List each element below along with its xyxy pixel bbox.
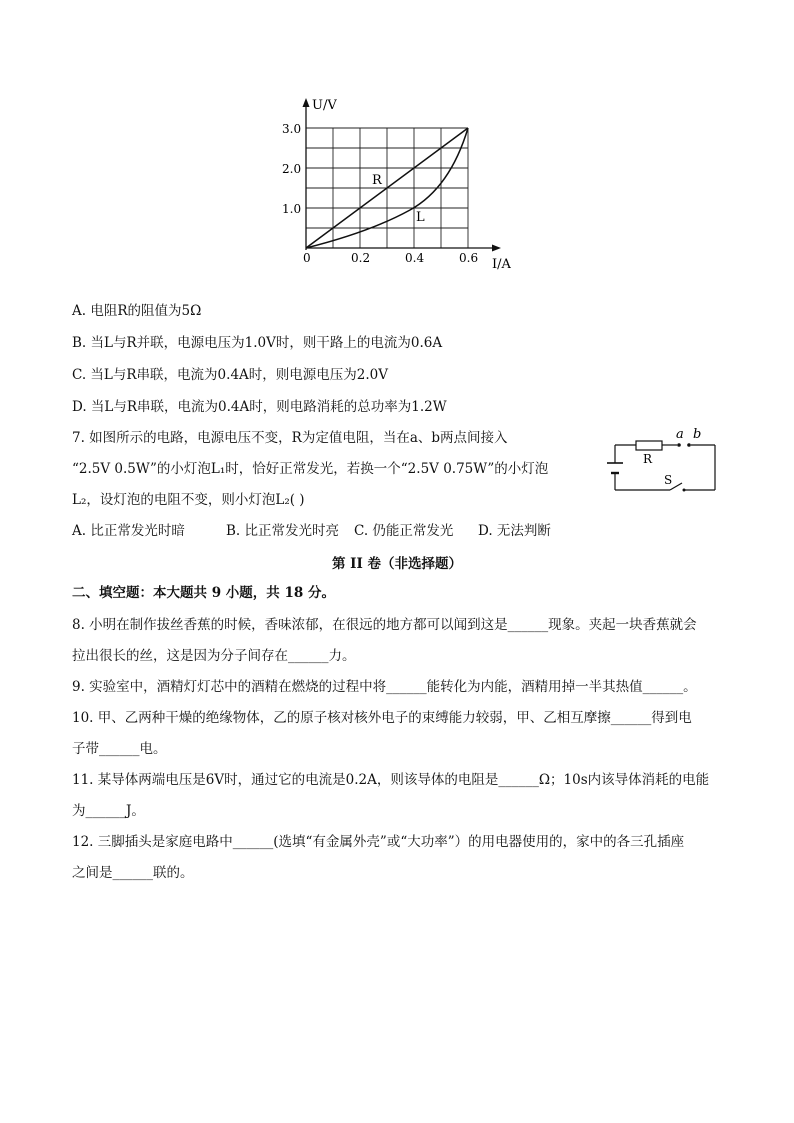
q7-option-a: A. 比正常发光时暗 xyxy=(72,523,185,539)
q7-stem-line3: L₂，设灯泡的电阻不变，则小灯泡L₂( ) xyxy=(72,492,305,508)
q7-stem-line2: “2.5V 0.5W”的小灯泡L₁时，恰好正常发光，若换一个“2.5V 0.75W”的小灯泡 xyxy=(72,461,549,477)
q12-line1: 12. 三脚插头是家庭电路中______(选填“有金属外壳”或“大功率”）的用电器使用的，家中的各三孔插座 xyxy=(72,834,685,850)
switch-label: S xyxy=(664,473,673,487)
q8-line2: 拉出很长的丝，这是因为分子间存在______力。 xyxy=(72,648,356,664)
section-title: 第 II 卷（非选择题） xyxy=(331,556,463,572)
q7-option-c: C. 仍能正常发光 xyxy=(354,523,454,539)
q9-line1: 9. 实验室中，酒精灯灯芯中的酒精在燃烧的过程中将______能转化为内能，酒精用掉一半其热值______。 xyxy=(72,679,697,695)
x-axis-arrow-icon xyxy=(492,245,501,252)
resistor-icon xyxy=(636,441,662,450)
q10-line1: 10. 甲、乙两种干燥的绝缘物体，乙的原子核对核外电子的束缚能力较弱，甲、乙相互摩擦______得到电 xyxy=(72,710,692,726)
q6-option-b: B. 当L与R并联，电源电压为1.0V时，则干路上的电流为0.6A xyxy=(72,335,443,351)
y-tick-label: 2.0 xyxy=(282,162,302,176)
q6-option-a: A. 电阻R的阻值为5Ω xyxy=(72,303,202,319)
q6-option-d: D. 当L与R串联，电流为0.4A时，则电路消耗的总功率为1.2W xyxy=(72,399,447,415)
y-tick-label: 1.0 xyxy=(282,202,302,216)
q11-line1: 11. 某导体两端电压是6V时，通过它的电流是0.2A，则该导体的电阻是______Ω；10s内该导体消耗的电能 xyxy=(72,772,710,788)
x-tick-label: 0.6 xyxy=(459,251,479,265)
resistor-label: R xyxy=(643,452,653,466)
q6-option-c: C. 当L与R串联，电流为0.4A时，则电源电压为2.0V xyxy=(72,367,388,383)
x-axis-label: I/A xyxy=(492,257,511,272)
q7-option-d: D. 无法判断 xyxy=(478,523,551,539)
circuit-diagram xyxy=(600,427,725,497)
y-tick-label: 3.0 xyxy=(282,122,302,136)
terminal-a-icon xyxy=(677,443,681,447)
q12-line2: 之间是______联的。 xyxy=(72,865,194,881)
y-axis-label: U/V xyxy=(312,98,337,113)
x-tick-label: 0.2 xyxy=(351,251,371,265)
q7-stem-line1: 7. 如图所示的电路，电源电压不变，R为定值电阻，当在a、b两点间接入 xyxy=(72,430,508,446)
y-axis-arrow-icon xyxy=(303,98,310,107)
q10-line2: 子带______电。 xyxy=(72,741,167,757)
x-tick-label: 0 xyxy=(303,251,311,265)
q11-line2: 为______J。 xyxy=(72,803,145,819)
section-heading: 二、填空题：本大题共 9 小题，共 18 分。 xyxy=(72,585,335,601)
q7-option-b: B. 比正常发光时亮 xyxy=(226,523,340,539)
terminal-b-icon xyxy=(687,443,691,447)
terminal-a-label: a xyxy=(676,427,684,442)
u-i-graph xyxy=(270,92,520,277)
curve-label-l: L xyxy=(416,210,425,225)
q8-line1: 8. 小明在制作拔丝香蕉的时候，香味浓郁，在很远的地方都可以闻到这是______现象。夹起一块香蕉就会 xyxy=(72,617,697,633)
terminal-b-label: b xyxy=(693,427,702,442)
x-tick-label: 0.4 xyxy=(405,251,425,265)
curve-label-r: R xyxy=(372,173,382,188)
